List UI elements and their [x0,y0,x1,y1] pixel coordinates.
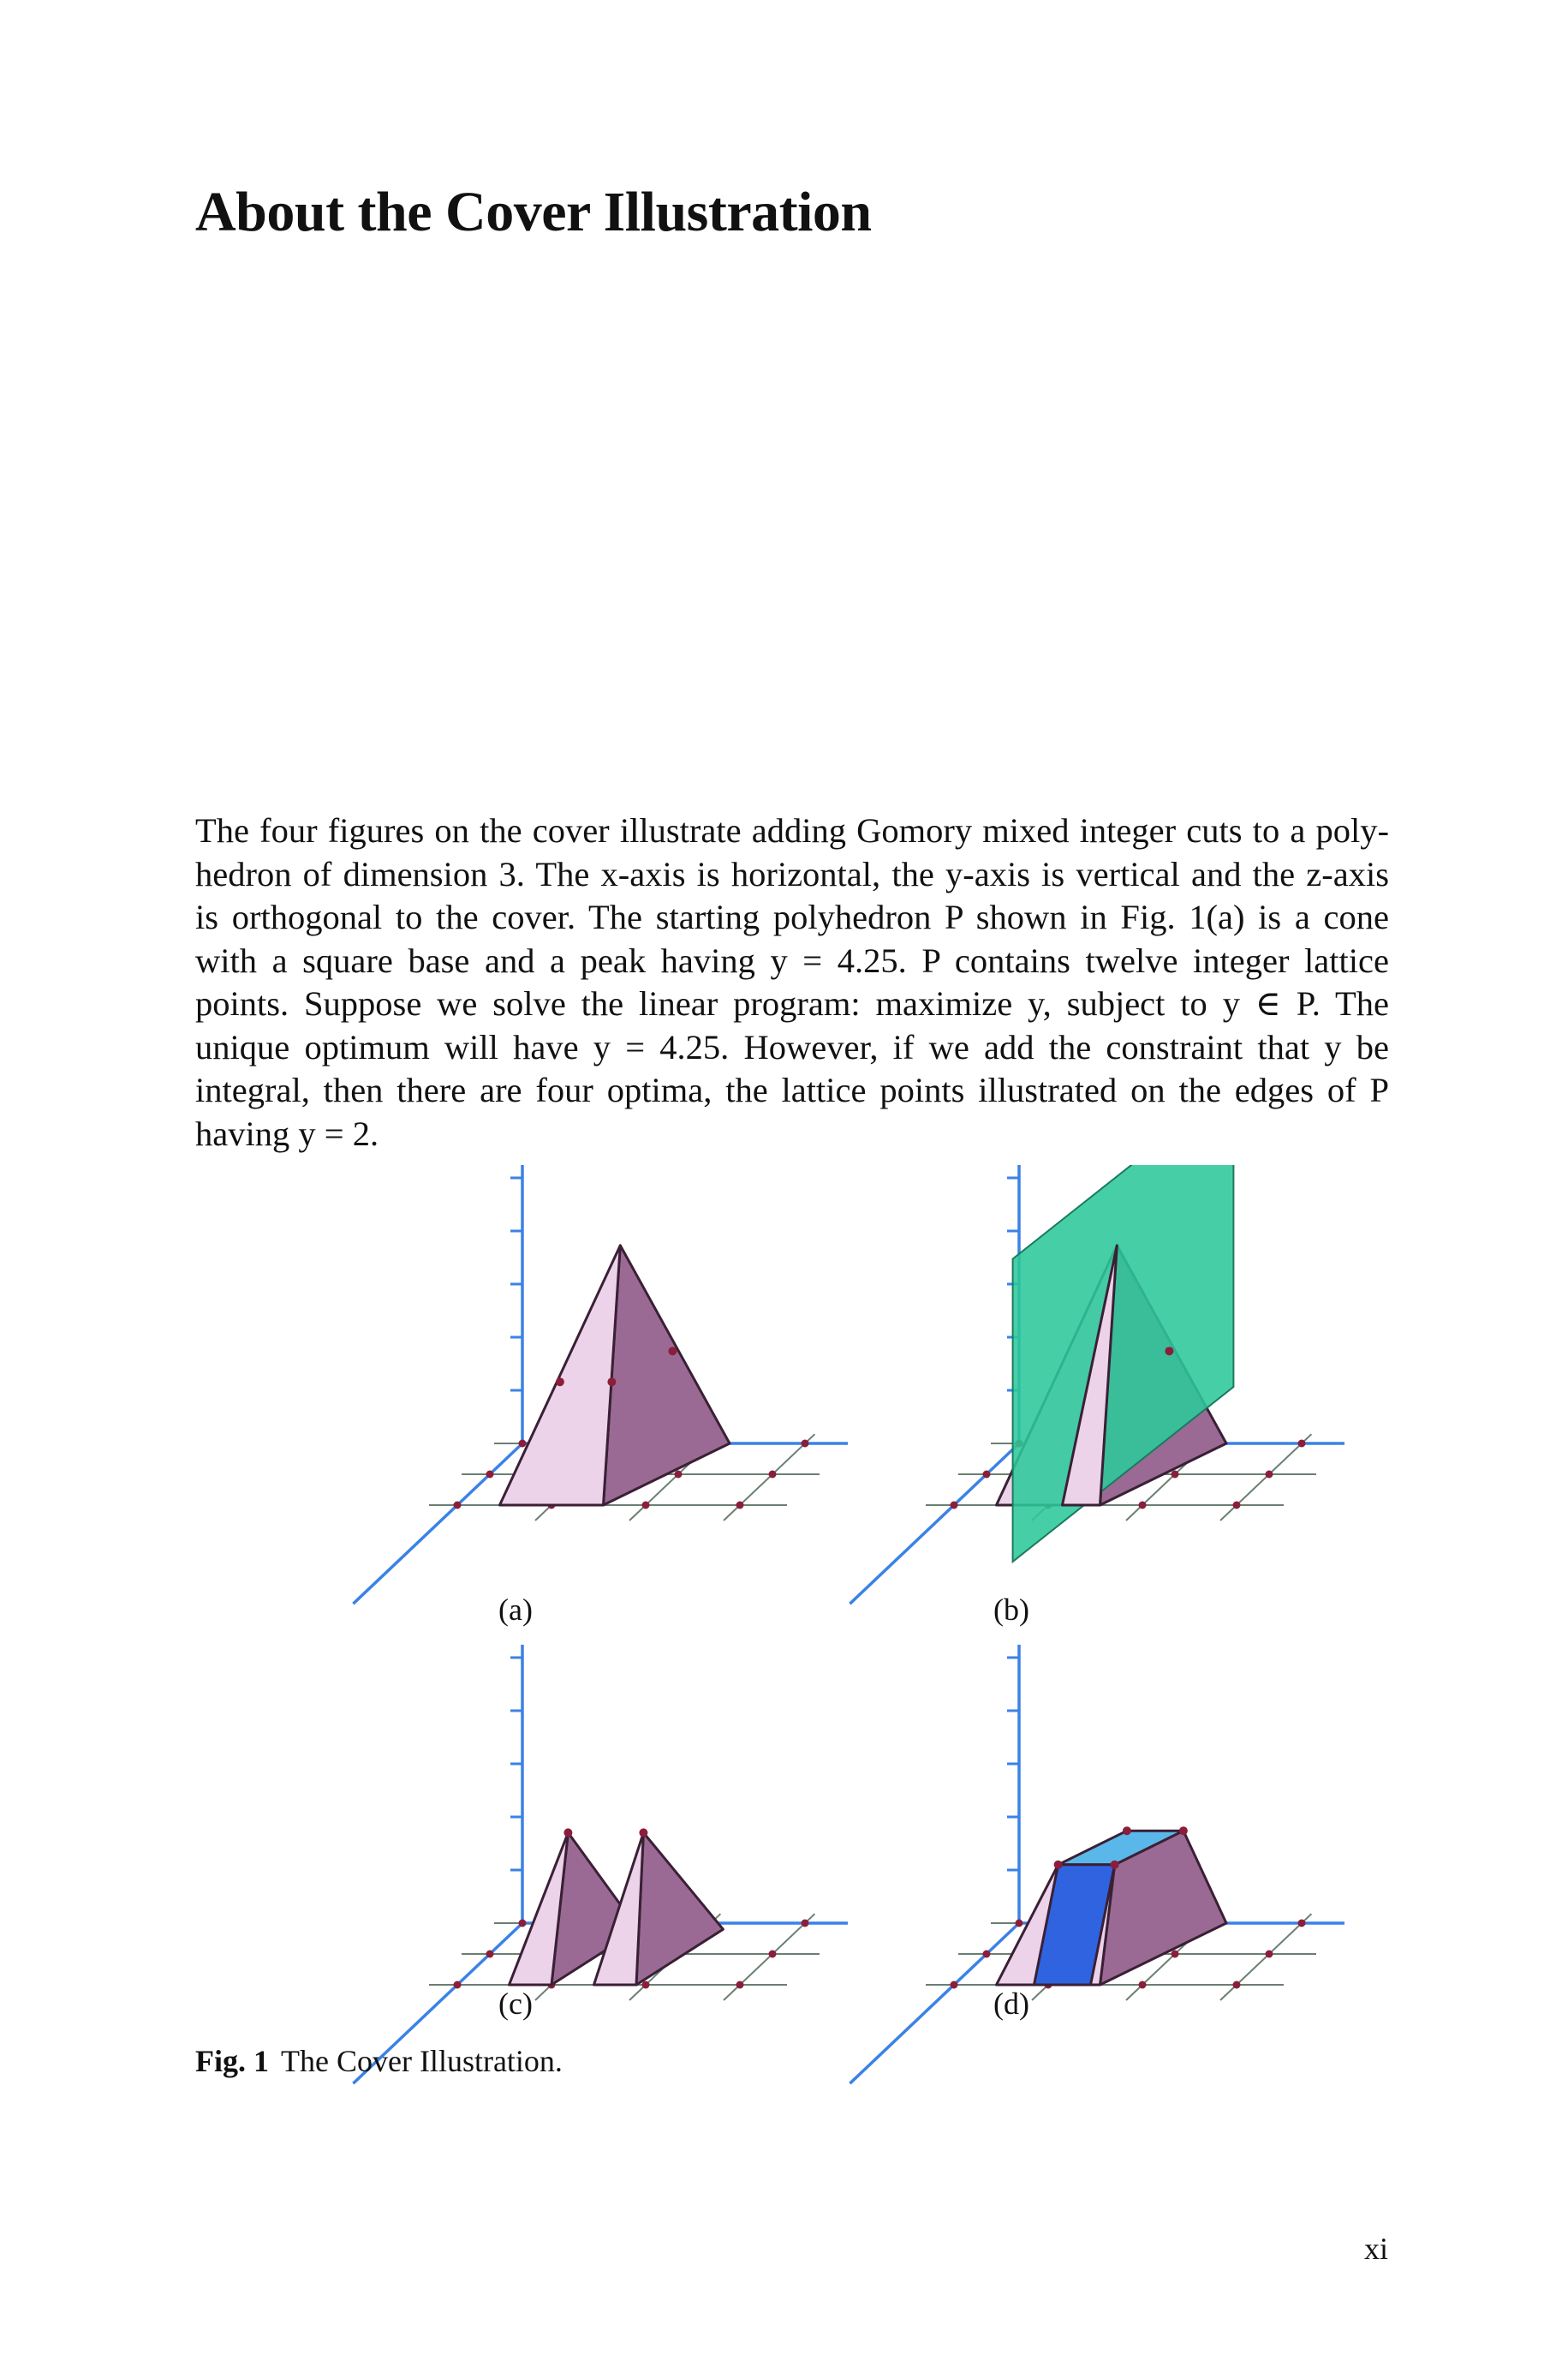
lattice-point [1298,1920,1306,1927]
polyhedron-cone-illustration [317,1165,848,1628]
lattice-point [486,1471,494,1479]
lattice-point [1233,1981,1241,1989]
paragraph-line: is orthogonal to the cover. The starting polyhedron P shown in Fig. 1(a) is a cone [195,898,1389,936]
lattice-point [1266,1951,1273,1958]
subfigure-b [814,1165,1344,1628]
paragraph-line: integral, then there are four optima, the lattice points illustrated on the edges of P [195,1071,1389,1109]
figure-caption-label: Fig. 1 [195,2044,269,2078]
lattice-point [1016,1920,1023,1927]
paragraph-line: with a square base and a peak having y = 4.25. P contains twelve integer lattice [195,941,1389,980]
body-paragraph [195,810,1389,1156]
right-piece-right-face [636,1832,723,1985]
lattice-point [1139,1981,1147,1989]
lattice-point [1233,1502,1241,1509]
lattice-point [983,1951,991,1958]
figure-caption-text: The Cover Illustration. [281,2044,563,2078]
lattice-point [1298,1440,1306,1448]
lattice-point [802,1440,809,1448]
cover-figure [0,1165,1568,2073]
split-polyhedra-illustration [317,1645,848,2107]
lattice-point [668,1347,677,1355]
subfigure-a [317,1165,848,1628]
subfigure-label-c: (c) [498,1987,533,2021]
paragraph-line: having y = 2. [195,1114,379,1153]
lattice-point [1165,1347,1173,1355]
polyhedron-right-face [604,1246,730,1505]
lattice-point [642,1981,650,1989]
lattice-point [519,1440,527,1448]
page-title: About the Cover Illustration [195,181,872,243]
lattice-point [1179,1826,1188,1835]
paragraph-line: unique optimum will have y = 4.25. However, if we add the constraint that y be [195,1027,1389,1067]
lattice-point [769,1471,777,1479]
subfigure-label-b: (b) [993,1592,1029,1627]
lattice-point [736,1981,744,1989]
lattice-point [1139,1502,1147,1509]
subfigure-c [317,1645,848,2107]
lattice-point [454,1502,462,1509]
paragraph-line: The four figures on the cover illustrate adding Gomory mixed integer cuts to a poly- [195,811,1389,850]
page-number: xi [1363,2232,1388,2266]
subfigure-label-d: (d) [993,1987,1029,2021]
lattice-point [454,1981,462,1989]
figure-caption [195,2043,563,2079]
lattice-point [736,1502,744,1509]
lattice-point [675,1471,683,1479]
subfigure-d [814,1645,1344,2107]
lattice-point [639,1828,647,1837]
lattice-point [1111,1861,1119,1869]
lattice-point [1172,1471,1179,1479]
lattice-point [486,1951,494,1958]
axis-line [850,1443,1019,1604]
lattice-point [951,1981,958,1989]
lattice-point [1054,1861,1063,1869]
lattice-point [983,1471,991,1479]
lattice-point [1266,1471,1273,1479]
lattice-point [519,1920,527,1927]
paragraph-line: hedron of dimension 3. The x-axis is horizontal, the y-axis is vertical and the z-axis [195,854,1389,893]
lattice-point [951,1502,958,1509]
cone-with-cut-plane-illustration [814,1165,1344,1628]
truncated-polyhedron-illustration [814,1645,1344,2107]
lattice-point [802,1920,809,1927]
lattice-point [563,1828,572,1837]
lattice-point [1123,1826,1131,1835]
subfigure-label-a: (a) [498,1592,533,1627]
cut-plane [1013,1165,1234,1562]
paragraph-line: points. Suppose we solve the linear program: maximize y, subject to y ∈ P. The [195,984,1389,1023]
lattice-point [769,1951,777,1958]
lattice-point [1172,1951,1179,1958]
axis-line [353,1443,522,1604]
lattice-point [556,1377,564,1386]
lattice-point [607,1377,616,1386]
lattice-point [642,1502,650,1509]
